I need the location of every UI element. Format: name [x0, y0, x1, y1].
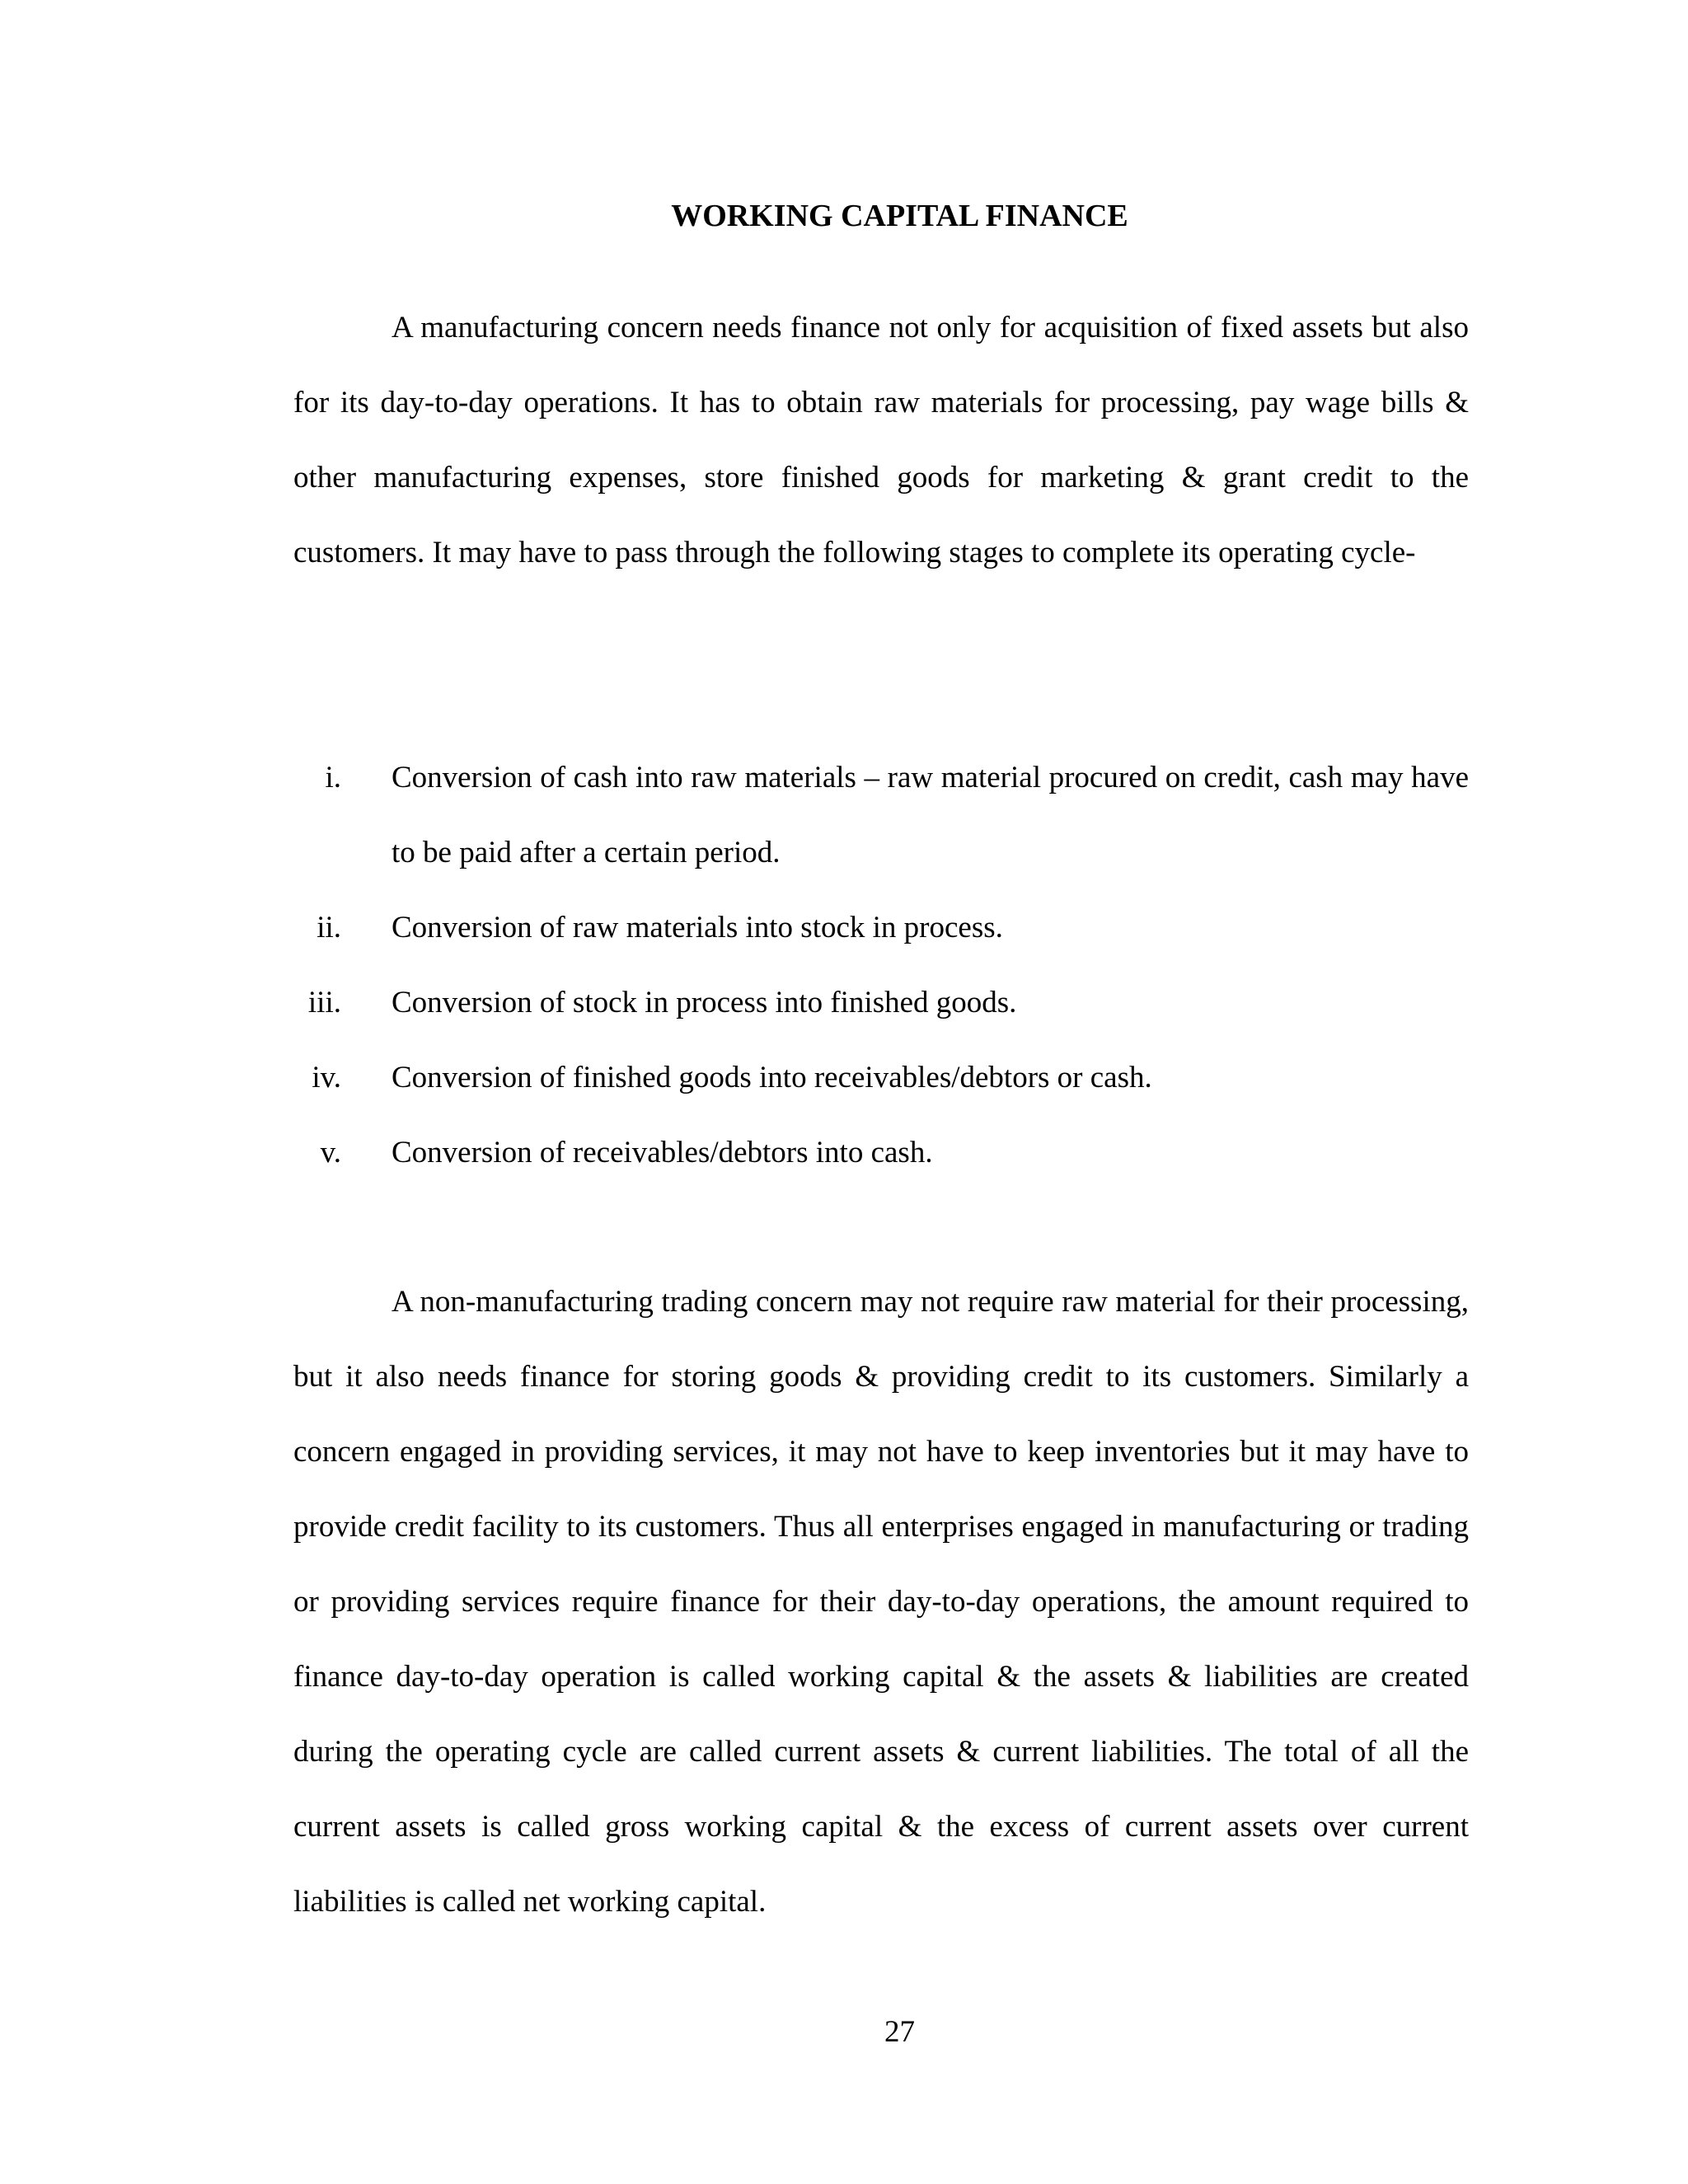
operating-cycle-stages-list	[293, 740, 1469, 1190]
list-item-number: ii.	[316, 911, 341, 944]
list-item-text: Conversion of stock in process into finished goods.	[392, 986, 1017, 1019]
list-item-number: iv.	[312, 1061, 341, 1094]
intro-paragraph: A manufacturing concern needs finance not only for acquisition of fixed assets but also for its day-to-day operations. It has to obtain raw materials for processing, pay wage bills & other manufacturing expenses, store finished goods for marketing & grant credit to the customers. It may have to pass through the following stages to complete its operating cycle-	[293, 311, 1469, 569]
page-title: WORKING CAPITAL FINANCE	[671, 199, 1128, 233]
list-item-number: v.	[320, 1136, 341, 1169]
list-item-text: Conversion of raw materials into stock in process.	[392, 911, 1003, 944]
list-item	[293, 740, 1469, 890]
list-item	[293, 1040, 1469, 1115]
list-item-text: Conversion of cash into raw materials – raw material procured on credit, cash may have to be paid after a certain period.	[392, 761, 1469, 869]
working-capital-paragraph: A non-manufacturing trading concern may not require raw material for their processing, but it also needs finance for storing goods & providing credit to its customers. Similarly a concern engaged in providing services, it may not have to keep inventories but it may have to provide credit facility to its customers. Thus all enterprises engaged in manufacturing or trading or providing services require finance for their day-to-day operations, the amount required to finance day-to-day operation is called working capital & the assets & liabilities are created during the operating cycle are called current assets & current liabilities. The total of all the current assets is called gross working capital & the excess of current assets over current liabilities is called net working capital.	[293, 1285, 1469, 1919]
list-item	[293, 890, 1469, 965]
list-item	[293, 965, 1469, 1040]
list-item-text: Conversion of finished goods into receivables/debtors or cash.	[392, 1061, 1152, 1094]
list-item	[293, 1115, 1469, 1190]
list-item-text: Conversion of receivables/debtors into cash.	[392, 1136, 933, 1169]
list-item-number: i.	[325, 761, 341, 794]
page-number: 27	[884, 2015, 915, 2049]
list-item-number: iii.	[307, 986, 341, 1019]
